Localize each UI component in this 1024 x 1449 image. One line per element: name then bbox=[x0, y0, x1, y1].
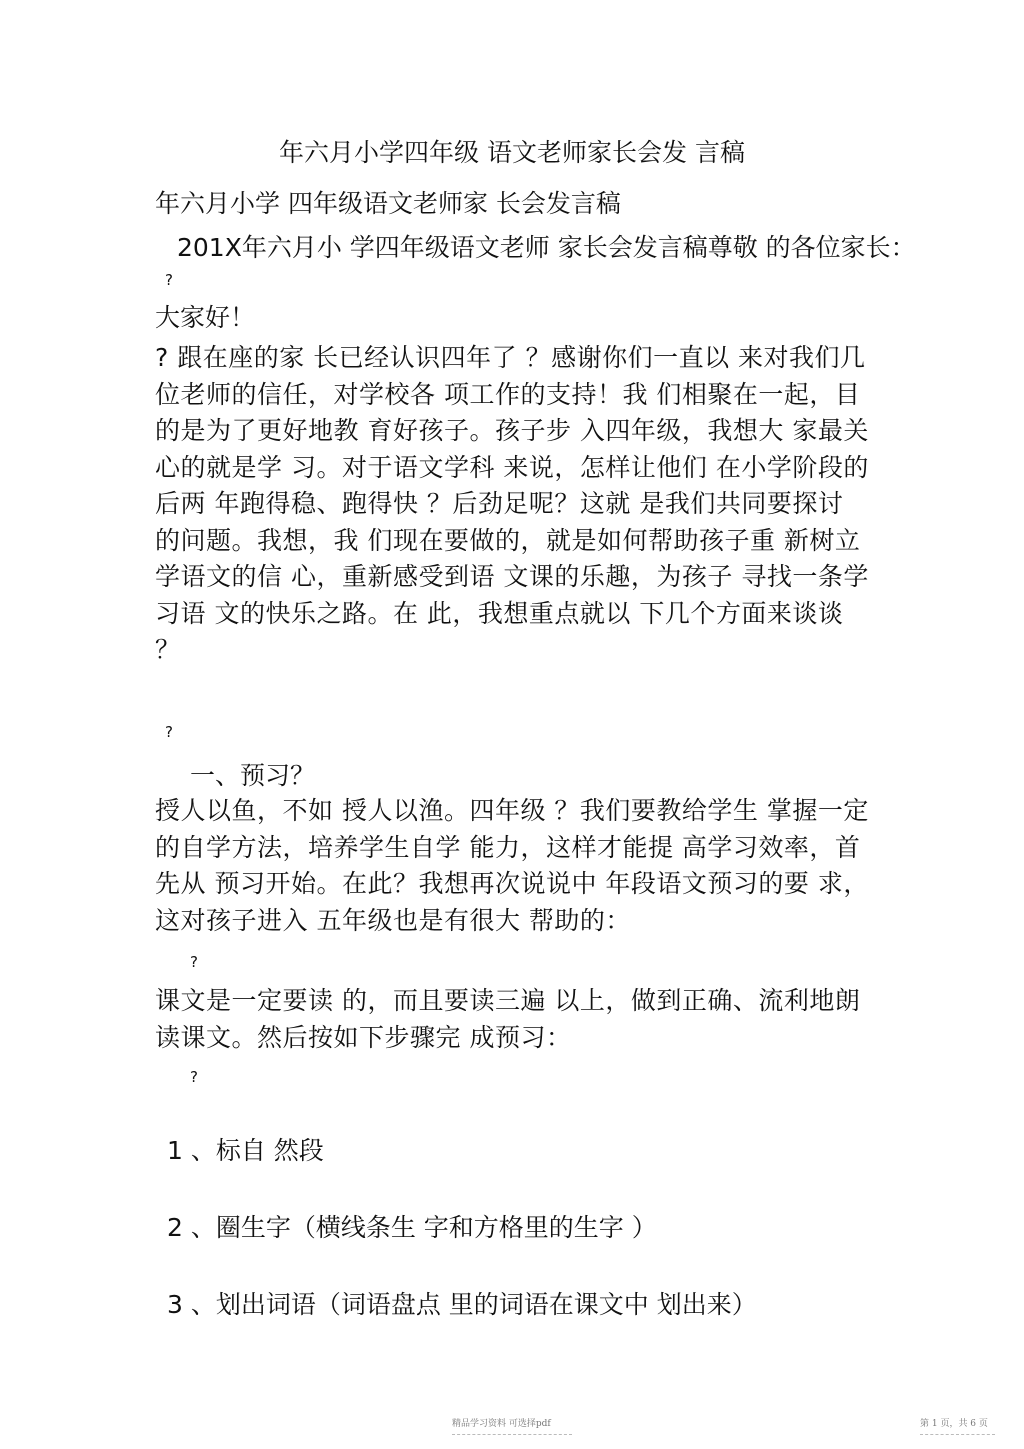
greeting: 大家好！ bbox=[155, 303, 256, 332]
question-mark: ? bbox=[190, 1068, 198, 1086]
question-mark: ? bbox=[165, 723, 173, 741]
document-subtitle: 年六月小学 四年级语文老师家 长会发言稿 bbox=[155, 189, 621, 218]
footer-source-note: 精品学习资料 可选择pdf bbox=[452, 1419, 551, 1429]
footer-page-number: 第 1 页，共 6 页 bbox=[920, 1419, 988, 1429]
footer-divider bbox=[452, 1434, 572, 1435]
paragraph-intro: ? 跟在座的家 长已经认识四年了 ？感谢你们一直以 来对我们几位老师的信任，对学校各 项工作的支持！我 们相聚在一起，目 的是为了更好地教 育好孩子。孩子步 入四年级，我想大 家最关心的就是学 习。对于语文学科 来说，怎样让他们 在小学阶段的后两 年跑得稳、跑得快 ？后劲足呢？这就 是我们共同要探讨 的问题。我想，我 们现在要做的，就是如何帮助孩子重 新树立学语文的信 心，重新感受到语 文课的乐趣，为孩子 寻找一条学习语 文的快乐之路。在 此，我想重点就以 下几个方面来谈谈 ？ bbox=[155, 343, 869, 664]
paragraph-reading: 课文是一定要读 的，而且要读三遍 以上，做到正确、流利地朗读课文。然后按如下步骤完 成预习： bbox=[155, 986, 861, 1052]
intro-line: 201X年六月小 学四年级语文老师 家长会发言稿尊敬 的各位家长： bbox=[177, 233, 916, 262]
section-heading-preview: 一、预习？ bbox=[190, 761, 316, 790]
step-item: 2 、圈生字（横线条生 字和方格里的生字 ） bbox=[167, 1213, 657, 1242]
step-item: 1 、标自 然段 bbox=[167, 1136, 324, 1165]
question-mark: ? bbox=[190, 953, 198, 971]
paragraph-preview: 授人以鱼，不如 授人以渔。四年级 ？我们要教给学生 掌握一定的自学方法，培养学生自学 能力，这样才能提 高学习效率，首先从 预习开始。在此？我想再次说说中 年段语文预习的要 求，这对孩子进入 五年级也是有很大 帮助的： bbox=[155, 796, 869, 935]
step-item: 3 、划出词语（词语盘点 里的词语在课文中 划出来） bbox=[167, 1290, 757, 1319]
footer-divider bbox=[920, 1434, 995, 1435]
question-mark: ? bbox=[165, 271, 173, 289]
document-title: 年六月小学四年级 语文老师家长会发 言稿 bbox=[279, 138, 745, 167]
